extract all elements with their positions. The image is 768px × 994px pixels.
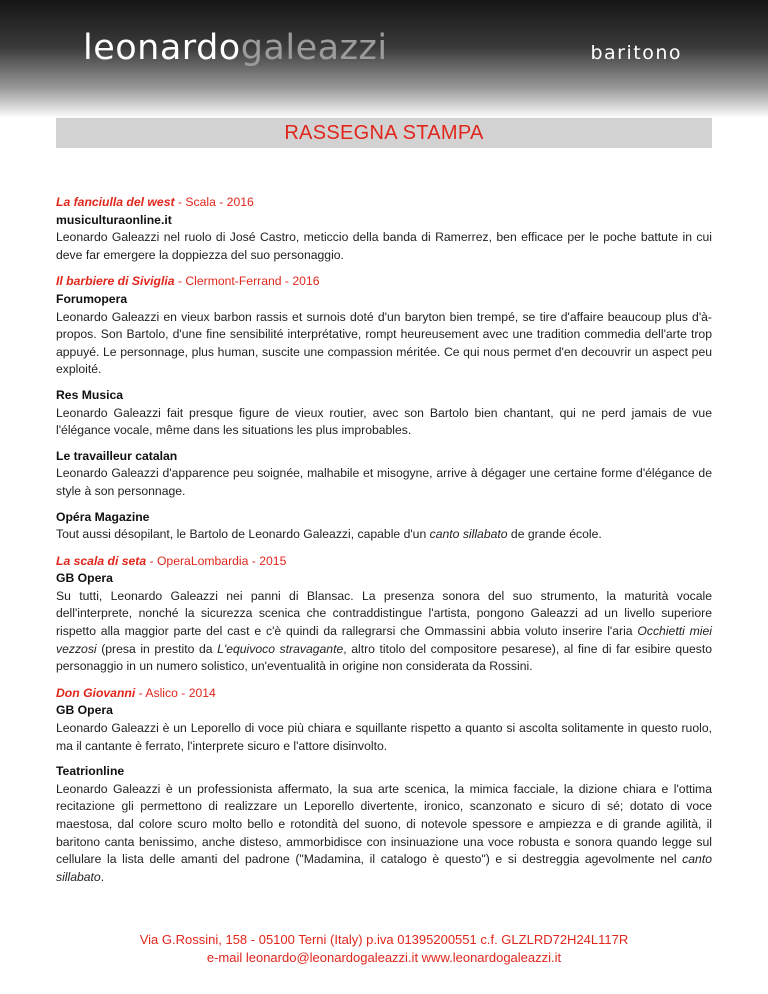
review <box>56 570 712 676</box>
review <box>56 212 712 265</box>
review-text: Leonardo Galeazzi nel ruolo di José Castro, meticcio della banda di Ramerrez, ben efficace per le poche battute in cui deve far emergere la doppiezza del suo personaggio. <box>56 230 712 262</box>
production-venue-year: - Aslico - 2014 <box>135 685 216 700</box>
review-source: Teatrionline <box>56 764 125 779</box>
review-source: Res Musica <box>56 387 124 402</box>
section-title-bar <box>56 118 712 148</box>
review-text: Leonardo Galeazzi en vieux barbon rassis et surnois doté d'un baryton bien trempé, se tire d'affaire beaucoup plus d'à-propos. Son Bartolo, d'une fine sensibilité interprétative, rompt heureusement avec une tradition commedia dell'arte trop appuyé. Le personnage, plus human, suscite une compassion méritée. Ce qui nous permet d'en decouvrir un aspect peu exploité. <box>56 309 712 377</box>
production-title <box>56 273 712 291</box>
footer <box>0 931 768 967</box>
review-text: Leonardo Galeazzi fait presque figure de vieux routier, avec son Bartolo bien chantant, qui ne perd jamais de vue l'élégance vocale, même dans les situations les plus improbables. <box>56 405 712 438</box>
review-text: Su tutti, Leonardo Galeazzi nei panni di Blansac. La presenza sonora del suo strumento, la maturità vocale dell'interprete, nonché la sicurezza scenica che contraddistingue l'artista, pongono Galeazzi ad un livello superiore rispetto alla maggior parte del cast e c'è quindi da rallegrarsi che Ommassini abbia voluto inserire l'aria Occhietti miei vezzosi (presa in prestito da L'equivoco stravagante, altro titolo del compositore pesarese), al fine di far esibire questo personaggio in un numero solistico, un'eventualità in origine non considerata da Rossini. <box>56 588 713 674</box>
press-reviews <box>56 194 712 895</box>
review-source: Forumopera <box>56 291 128 306</box>
production-title <box>56 685 712 703</box>
production-block <box>56 273 712 543</box>
logo-first-name: leonardo <box>83 28 241 68</box>
production-work: La fanciulla del west <box>56 195 175 209</box>
review-text: Leonardo Galeazzi d'apparence peu soignée, malhabile et misogyne, arrive à dégager une certaine forme d'élégance de style à son personnage. <box>56 466 712 498</box>
voice-type: baritono <box>590 42 682 64</box>
production-venue-year: - Clermont-Ferrand - 2016 <box>174 274 320 289</box>
production-work: La scala di seta <box>56 553 147 568</box>
review-source: Opéra Magazine <box>56 509 150 524</box>
production-block <box>56 685 712 887</box>
review-source: GB Opera <box>56 571 113 586</box>
production-venue-year: - Scala - 2016 <box>174 195 254 209</box>
logo <box>83 28 388 68</box>
review-text: Leonardo Galeazzi è un Leporello di voce più chiara e squillante rispetto a quanto si ascolta solitamente in questo ruolo, ma il cantante è ferrato, l'interprete sicuro e l'attore disinvolto. <box>56 721 712 753</box>
review-text: Tout aussi désopilant, le Bartolo de Leonardo Galeazzi, capable d'un canto sillabato de grande école. <box>56 527 602 542</box>
production-work: Il barbiere di Siviglia <box>56 274 175 289</box>
review <box>56 291 712 379</box>
review <box>56 387 712 440</box>
production-work: Don Giovanni <box>56 685 136 700</box>
footer-address: Via G.Rossini, 158 - 05100 Terni (Italy) p.iva 01395200551 c.f. GLZLRD72H24L117R <box>139 932 629 947</box>
production-title <box>56 194 712 212</box>
review-source: Le travailleur catalan <box>56 448 178 463</box>
logo-last-name: galeazzi <box>240 28 388 68</box>
review-source: GB Opera <box>56 703 113 718</box>
review <box>56 448 712 501</box>
review-text: Leonardo Galeazzi è un professionista affermato, la sua arte scenica, la mimica facciale, la dizione chiara e l'ottima recitazione gli permettono di realizzare un Leporello divertente, ironico, scanzonato e sicuro di sé; dotato di voce maestosa, dal colore scuro molto bello e rotondità del suono, di notevole spessore e ampiezza e di grande agilità, il baritono canta benissimo, anche disteso, ammorbidisce con insinuazione una voce robusta e sonora quando legge sul cellulare la lista delle amanti del padrone ("Madamina, il catalogo è questo") e si destreggia agevolmente nel canto sillabato. <box>56 781 712 884</box>
review <box>56 509 712 544</box>
production-block <box>56 194 712 264</box>
header-banner <box>0 0 768 118</box>
production-block <box>56 553 712 676</box>
review <box>56 702 712 755</box>
production-venue-year: - OperaLombardia - 2015 <box>146 553 287 568</box>
footer-contacts: e-mail leonardo@leonardogaleazzi.it www.leonardogaleazzi.it <box>206 950 562 965</box>
production-title <box>56 553 712 571</box>
review <box>56 763 712 886</box>
review-source: musiculturaonline.it <box>56 212 172 227</box>
section-title: RASSEGNA STAMPA <box>284 122 484 144</box>
